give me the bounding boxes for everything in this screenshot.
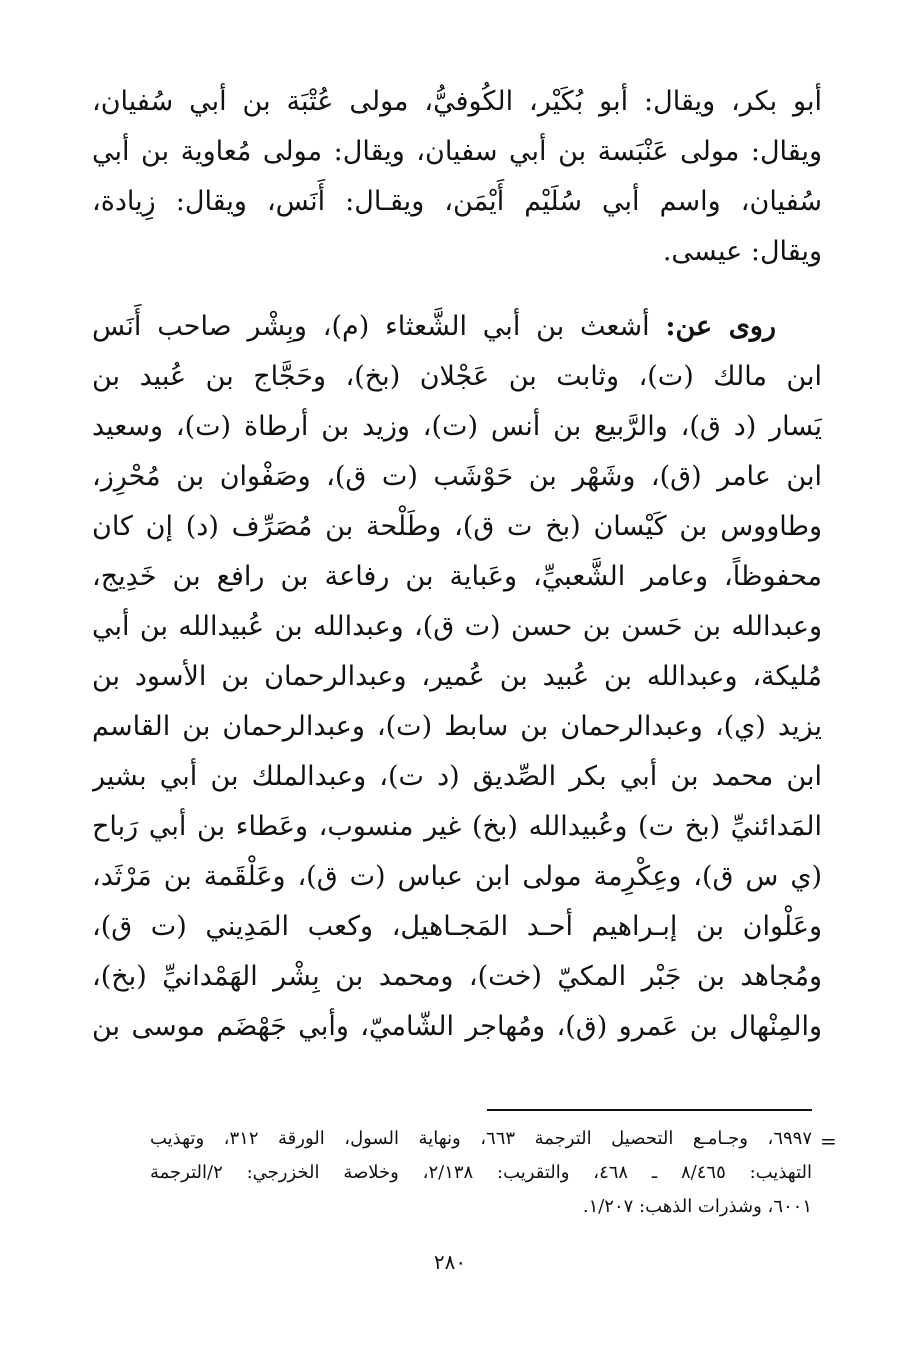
footnote-line: ٦٩٩٧، وجـامـع التحصيل الترجمة ٦٦٣، ونهاية السول، الورقة ٣١٢، وتهذيب	[150, 1128, 812, 1149]
biography-paragraph	[92, 77, 822, 277]
narrators-line: ومُجاهد بن جَبْر المكيّ (خت)، ومحمد بن بِشْر الهَمْدانيِّ (بخ)،	[92, 961, 822, 992]
narrators-line: يزيد (ي)، وعبدالرحمان بن سابط (ت)، وعبدالرحمان بن القاسم	[92, 711, 822, 742]
biography-line: ويقال: مولى عَنْبَسة بن أبي سفيان، ويقال: مولى مُعاوية بن أبي	[92, 136, 822, 167]
narrators-line: وعبدالله بن حَسن بن حسن (ت ق)، وعبدالله بن عُبيدالله بن أبي	[92, 611, 822, 642]
narrators-line: (ي س ق)، وعِكْرِمة مولى ابن عباس (ت ق)، وعَلْقَمة بن مَرْثَد،	[92, 861, 822, 892]
narrators-line: ابن مالك (ت)، وثابت بن عَجْلان (بخ)، وحَجَّاج بن عُبيد بن	[92, 361, 822, 392]
biography-line: سُفيان، واسم أبي سُلَيْم أَيْمَن، ويقـال: أَنَس، ويقال: زِيادة،	[92, 186, 822, 217]
narrators-line: محفوظاً، وعامر الشَّعبيِّ، وعَباية بن رفاعة بن رافع بن خَدِيج،	[92, 561, 822, 592]
narrators-line: يَسار (د ق)، والرَّبيع بن أنس (ت)، وزيد بن أرطاة (ت)، وسعيد	[92, 411, 822, 442]
narrators-line: ابن عامر (ق)، وشَهْر بن حَوْشَب (ت ق)، وصَفْوان بن مُحْرِز،	[92, 461, 822, 492]
biography-line: ويقال: عيسى.	[662, 236, 822, 267]
footnote	[150, 1122, 812, 1224]
biography-line: أبو بكر، ويقال: أبو بُكَيْر، الكُوفيُّ، مولى عُتْبَة بن أبي سُفيان،	[92, 86, 822, 117]
narrators-line: المَدائنيِّ (بخ ت) وعُبيدالله (بخ) غير منسوب، وعَطاء بن أبي رَباح	[92, 811, 822, 842]
footnote-divider	[487, 1109, 812, 1111]
narrators-first-line	[92, 302, 822, 352]
footnote-line: ٦٠٠١، وشذرات الذهب: ١/٢٠٧.	[582, 1196, 812, 1217]
narrators-line: مُليكة، وعبدالله بن عُبيد بن عُمير، وعبدالرحمان بن الأسود بن	[92, 661, 822, 692]
narrators-heading: روى عن:	[665, 311, 776, 342]
narrators-line: وطاووس بن كَيْسان (بخ ت ق)، وطَلْحة بن مُصَرِّف (د) إن كان	[92, 511, 822, 542]
page-number: ٢٨٠	[433, 1250, 467, 1274]
narrators-line: ابن محمد بن أبي بكر الصِّديق (د ت)، وعبدالملك بن أبي بشير	[92, 761, 822, 792]
narrators-line: وعَلْوان بن إبـراهيم أحـد المَجـاهيل، وكعب المَدِيني (ت ق)،	[92, 911, 822, 942]
narrators-first-line-text: أشعث بن أبي الشَّعثاء (م)، وبِشْر صاحب أَنَس	[92, 311, 650, 342]
footnote-line: التهذيب: ٨/٤٦٥ ـ ٤٦٨، والتقريب: ٢/١٣٨، وخلاصة الخزرجي: ٢/الترجمة	[150, 1162, 812, 1183]
footnote-continuation-marker: =	[820, 1129, 837, 1153]
narrators-line: والمِنْهال بن عَمرو (ق)، ومُهاجر الشّاميّ، وأبي جَهْضَم موسى بن	[92, 1011, 822, 1042]
narrators-paragraph	[92, 302, 822, 1052]
